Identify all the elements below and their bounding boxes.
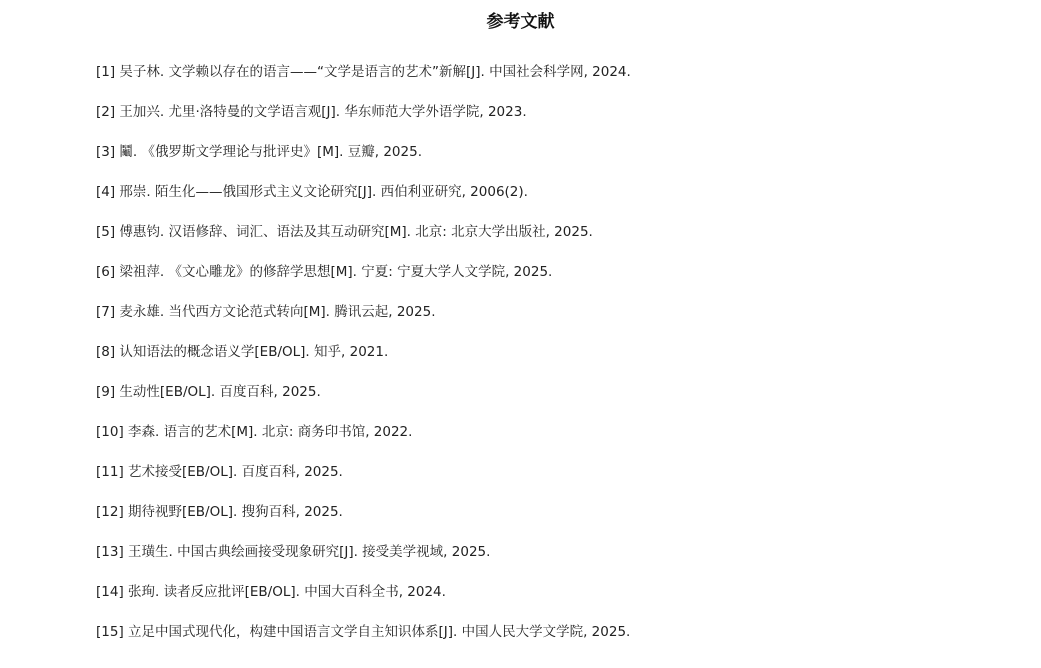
- reference-item: [1] 吴子林. 文学赖以存在的语言——“文学是语言的艺术”新解[J]. 中国社会科学网, 2024.: [96, 64, 631, 80]
- reference-item: [8] 认知语法的概念语义学[EB/OL]. 知乎, 2021.: [96, 344, 389, 360]
- reference-item: [13] 王璜生. 中国古典绘画接受现象研究[J]. 接受美学视域, 2025.: [96, 544, 491, 560]
- reference-item: [15] 立足中国式现代化，构建中国语言文学自主知识体系[J]. 中国人民大学文学院, 2025.: [96, 624, 631, 640]
- reference-item: [11] 艺术接受[EB/OL]. 百度百科, 2025.: [96, 464, 343, 480]
- reference-item: [4] 邢崇. 陌生化——俄国形式主义文论研究[J]. 西伯利亚研究, 2006(2).: [96, 184, 528, 200]
- reference-item: [2] 王加兴. 尤里·洛特曼的文学语言观[J]. 华东师范大学外语学院, 2023.: [96, 104, 527, 120]
- page-title: 参考文献: [486, 12, 555, 32]
- reference-item: [5] 傅惠钧. 汉语修辞、词汇、语法及其互动研究[M]. 北京: 北京大学出版社, 2025.: [96, 224, 593, 240]
- reference-item: [6] 梁祖萍. 《文心雕龙》的修辞学思想[M]. 宁夏: 宁夏大学人文学院, 2025.: [96, 264, 553, 280]
- reference-item: [3] 鬮. 《俄罗斯文学理论与批评史》[M]. 豆瓣, 2025.: [96, 144, 422, 160]
- reference-item: [9] 生动性[EB/OL]. 百度百科, 2025.: [96, 384, 321, 400]
- reference-item: [14] 张珣. 读者反应批评[EB/OL]. 中国大百科全书, 2024.: [96, 584, 446, 600]
- reference-item: [10] 李森. 语言的艺术[M]. 北京: 商务印书馆, 2022.: [96, 424, 413, 440]
- reference-item: [12] 期待视野[EB/OL]. 搜狗百科, 2025.: [96, 504, 343, 520]
- reference-list: [96, 59, 631, 659]
- reference-item: [7] 麦永雄. 当代西方文论范式转向[M]. 腾讯云起, 2025.: [96, 304, 436, 320]
